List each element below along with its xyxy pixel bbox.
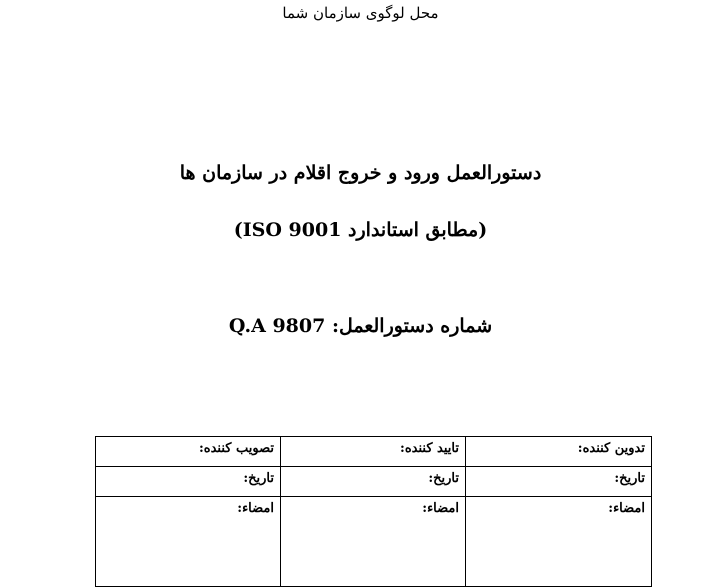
approval-role-row [96, 437, 652, 467]
prepared-date-cell: تاریخ: [466, 467, 652, 497]
ratified-signature-cell: امضاء: [96, 497, 281, 587]
document-title: دستورالعمل ورود و خروج اقلام در سازمان ها [179, 162, 542, 184]
logo-placeholder-text: محل لوگوی سازمان شما [282, 4, 439, 22]
approved-signature-cell: امضاء: [281, 497, 466, 587]
ratified-date-cell: تاریخ: [96, 467, 281, 497]
prepared-signature-cell: امضاء: [466, 497, 652, 587]
prepared-by-cell: تدوین کننده: [466, 437, 652, 467]
ratified-by-cell: تصویب کننده: [96, 437, 281, 467]
approved-by-cell: تایید کننده: [281, 437, 466, 467]
document-subtitle: (مطابق استاندارد ISO 9001) [233, 219, 488, 241]
approved-date-cell: تاریخ: [281, 467, 466, 497]
procedure-number: شماره دستورالعمل: Q.A 9807 [228, 315, 493, 337]
approval-date-row [96, 467, 652, 497]
approval-signature-row [96, 497, 652, 587]
approval-table [95, 436, 652, 587]
